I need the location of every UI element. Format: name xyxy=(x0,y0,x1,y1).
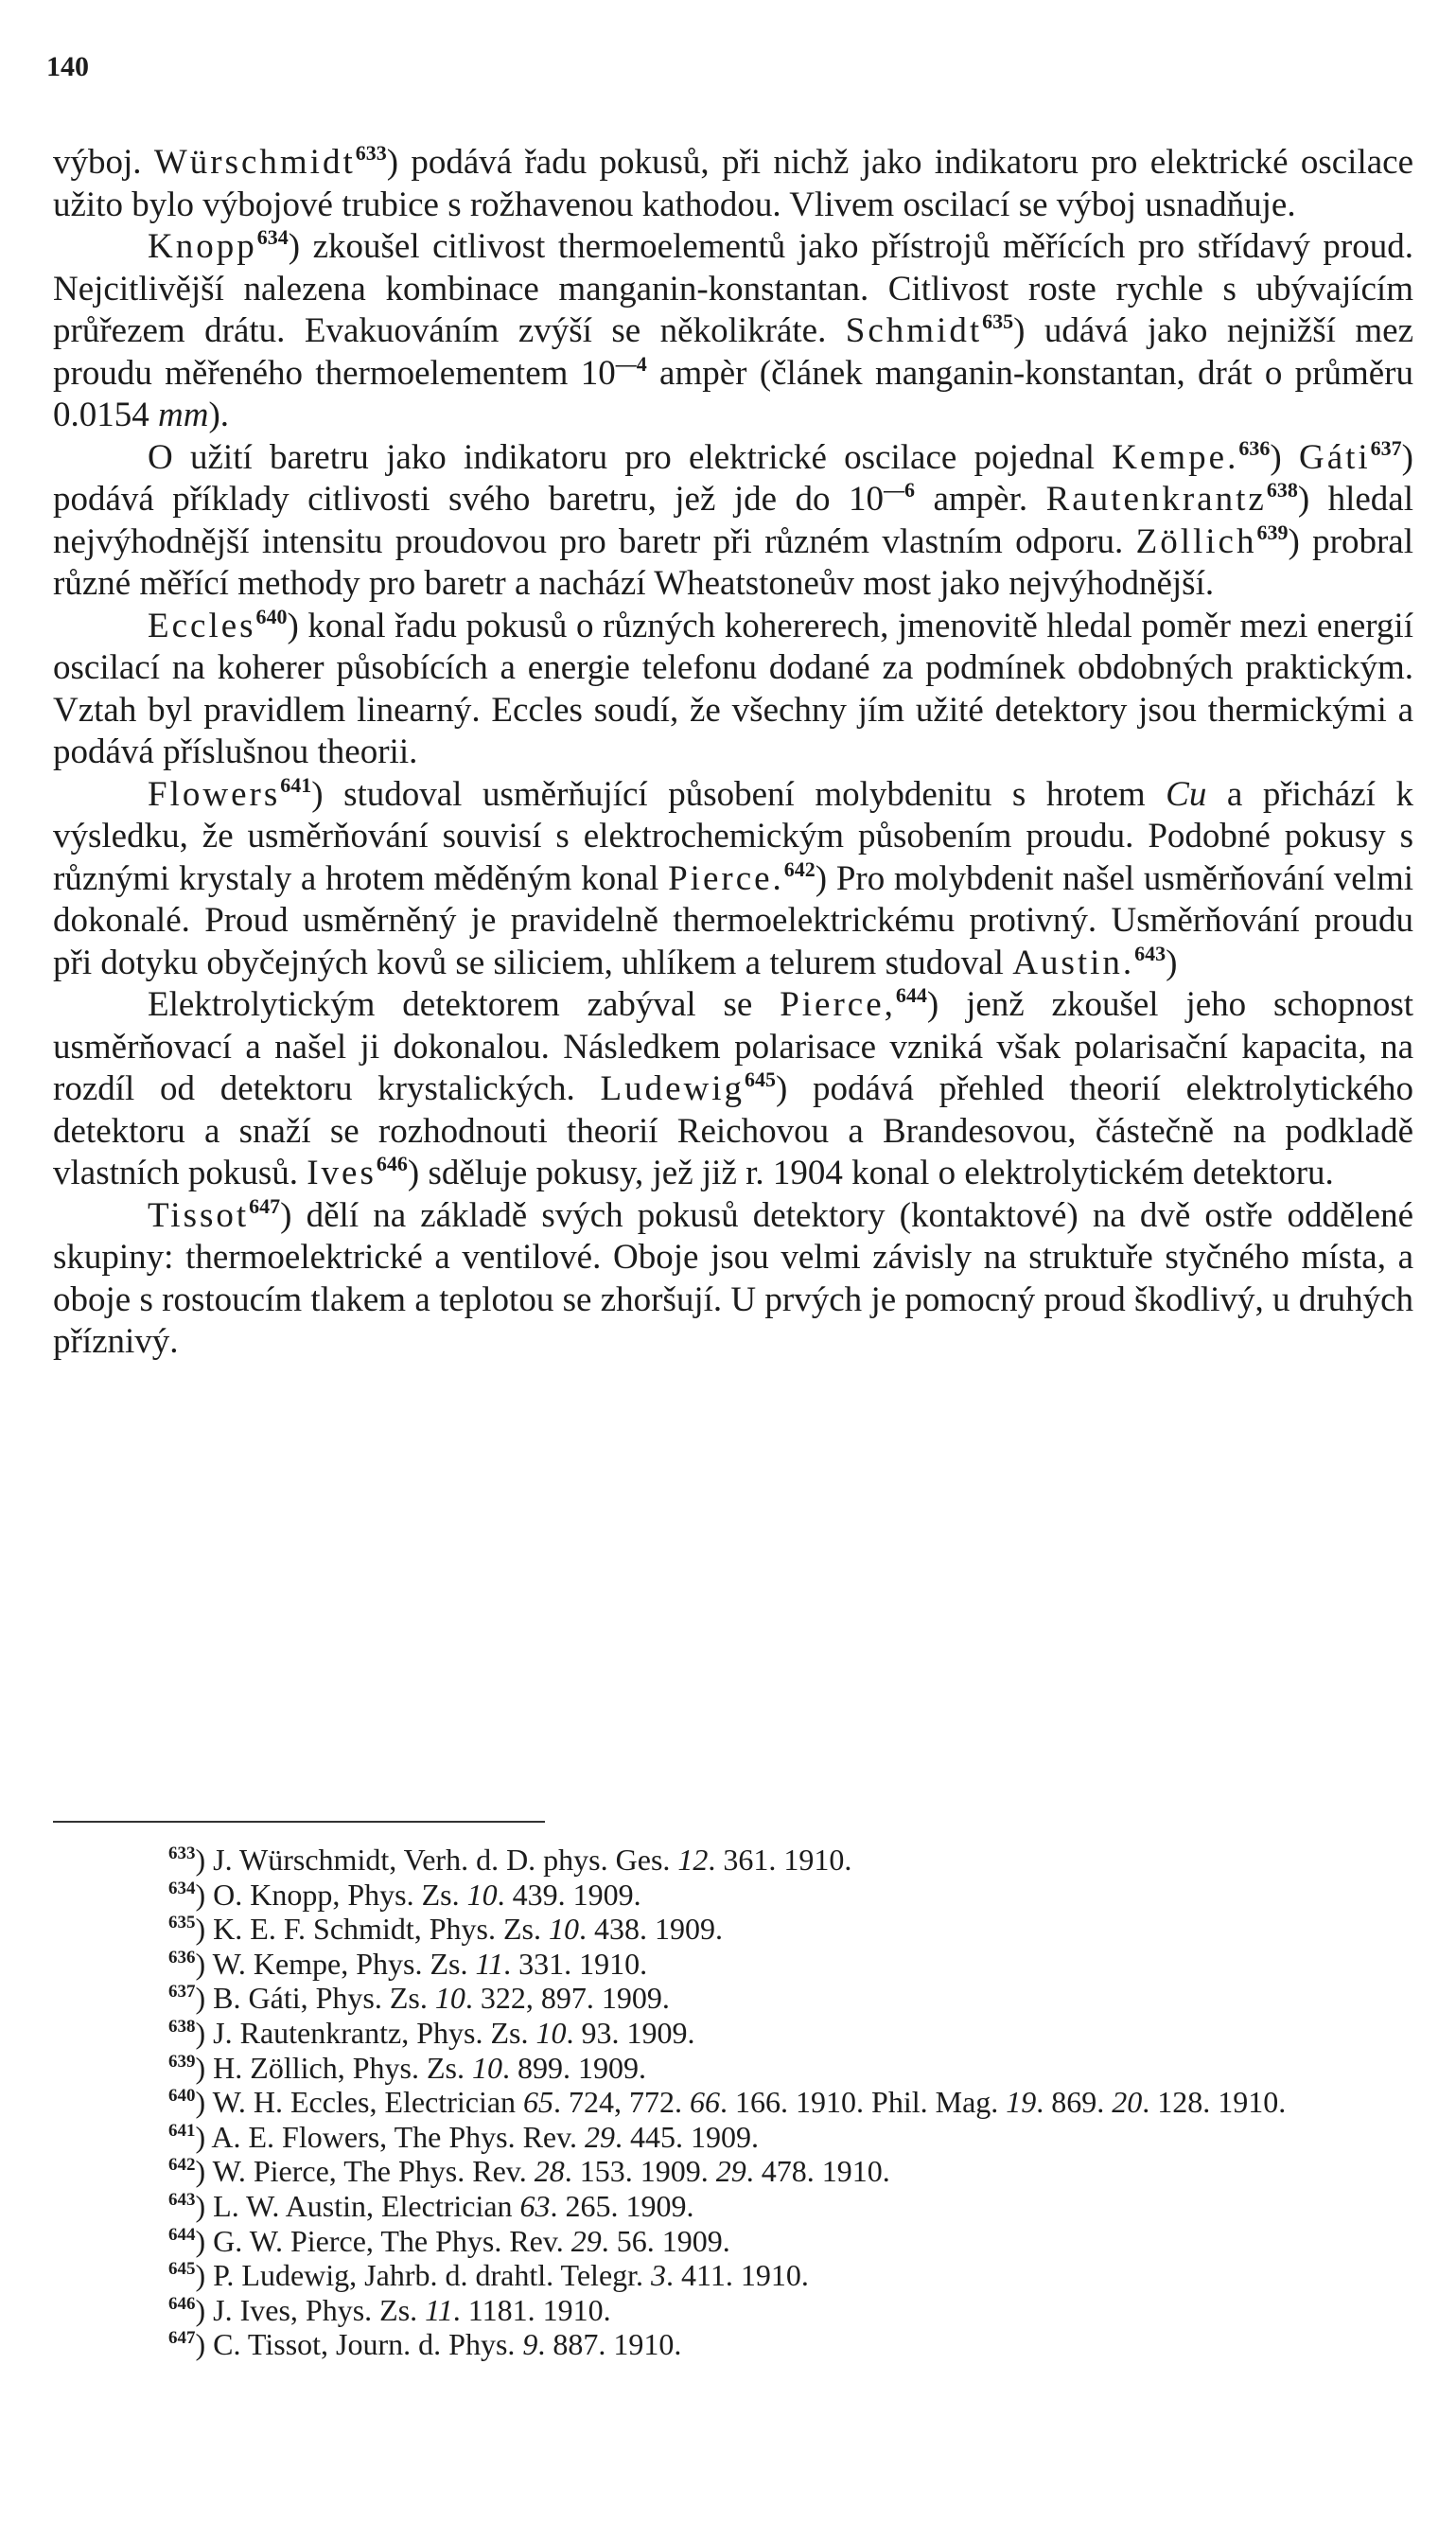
author-name: Ludewig xyxy=(600,1069,746,1108)
text-run: ) P. Ludewig, Jahrb. d. drahtl. Telegr. xyxy=(195,2258,652,2293)
author-name: Austin. xyxy=(1012,943,1135,982)
italic-text: 29 xyxy=(570,2223,602,2258)
footnote xyxy=(53,1878,1413,1913)
paragraph xyxy=(53,984,1413,1195)
footnote-ref: 634 xyxy=(168,1878,196,1898)
footnote xyxy=(53,2258,1413,2293)
footnote-ref: 643 xyxy=(1134,941,1167,965)
text-run: ) B. Gáti, Phys. Zs. xyxy=(195,1981,435,2016)
author-name: Rautenkrantz xyxy=(1045,480,1267,519)
footnote xyxy=(53,1947,1413,1982)
footnote-ref: 644 xyxy=(895,983,927,1007)
text-run: ampèr (článek manganin-konstantan, drát o průměru 0.0154 xyxy=(53,353,1413,434)
author-name: Ives xyxy=(307,1154,377,1192)
italic-text: 10 xyxy=(434,1981,465,2016)
italic-text: 11 xyxy=(475,1946,504,1981)
paragraph xyxy=(53,1195,1413,1364)
text-run: . 128. 1910. xyxy=(1142,2085,1287,2120)
text-run: ) J. Ives, Phys. Zs. xyxy=(195,2292,426,2327)
italic-text: 29 xyxy=(585,2119,616,2154)
footnote xyxy=(53,1912,1413,1947)
footnote-ref: 636 xyxy=(1238,435,1271,460)
footnote xyxy=(53,2327,1413,2362)
footnote-ref: 643 xyxy=(168,2189,196,2210)
footnote-ref: 647 xyxy=(249,1193,281,1218)
footnote-ref: 633 xyxy=(355,141,387,165)
text-run: ) W. Pierce, The Phys. Rev. xyxy=(195,2154,535,2189)
text-run: ) xyxy=(1270,437,1299,477)
footnote-ref: —4 xyxy=(615,351,647,376)
footnote-ref: 642 xyxy=(168,2155,196,2176)
paragraph xyxy=(53,437,1413,606)
text-run: ) H. Zöllich, Phys. Zs. xyxy=(195,2050,472,2085)
footnote-ref: 638 xyxy=(168,2016,196,2037)
text-run: . 411. 1910. xyxy=(666,2258,809,2293)
text-run: ) W. Kempe, Phys. Zs. xyxy=(195,1946,476,1981)
author-name: Tissot xyxy=(148,1195,250,1235)
text-run: výboj. xyxy=(53,143,154,182)
footnote-ref: 638 xyxy=(1266,478,1298,502)
italic-text: 10 xyxy=(535,2015,567,2050)
paragraph xyxy=(53,774,1413,985)
footnote-ref: 640 xyxy=(255,604,288,628)
text-run: Elektrolytickým detektorem zabýval se xyxy=(148,985,781,1024)
footnote xyxy=(53,2120,1413,2155)
italic-text: 9 xyxy=(522,2327,538,2362)
footnote-ref: 645 xyxy=(168,2259,196,2280)
footnote xyxy=(53,1981,1413,2016)
body-text xyxy=(53,142,1413,1364)
italic-text: 65 xyxy=(523,2085,554,2120)
text-run: . 438. 1909. xyxy=(578,1912,723,1947)
author-name: Flowers xyxy=(148,774,281,814)
text-run: ) J. Würschmidt, Verh. d. D. phys. Ges. xyxy=(195,1843,678,1877)
text-run: ) probral různé měřící methody pro baretr a nachází Wheatstoneův most jako nejvýhodnější. xyxy=(53,521,1413,603)
footnote xyxy=(53,2154,1413,2189)
text-run: ) podává přehled theorií elektrolytického detektoru a snaží se rozhodnouti theorií Reichovou a Brandesovou, částečně na podkladě vlastních pokusů. xyxy=(53,1069,1413,1192)
footnote-ref: —6 xyxy=(883,478,915,502)
footnote-ref: 634 xyxy=(256,225,289,249)
text-run: ) hledal nejvýhodnější intensitu proudovou pro baretr při různém vlastním odporu. xyxy=(53,480,1413,561)
italic-text: 11 xyxy=(425,2292,453,2327)
italic-text: 28 xyxy=(534,2154,565,2189)
author-name: Würschmidt xyxy=(153,143,356,182)
author-name: Pierce. xyxy=(668,858,784,898)
page-number: 140 xyxy=(46,51,89,82)
text-run: . 478. 1910. xyxy=(746,2154,890,2189)
italic-text: 12 xyxy=(677,1843,709,1877)
text-run: ) G. W. Pierce, The Phys. Rev. xyxy=(195,2223,571,2258)
text-run: ampèr. xyxy=(914,480,1046,519)
text-run: . 445. 1909. xyxy=(615,2119,760,2154)
text-run: ) W. H. Eccles, Electrician xyxy=(195,2085,524,2120)
text-run: a přichází k výsledku, že usměrňování souvisí s elektrochemickým působením proudu. Podobné pokusy s různými krystaly a hrotem měděným konal xyxy=(53,774,1413,898)
text-run: . 166. 1910. Phil. Mag. xyxy=(720,2085,1007,2120)
text-run: . 869. xyxy=(1036,2085,1113,2120)
text-run: . 265. 1909. xyxy=(550,2188,694,2223)
text-run: ) A. E. Flowers, The Phys. Rev. xyxy=(195,2119,586,2154)
text-run: . 887. 1910. xyxy=(537,2327,682,2362)
text-run: ) konal řadu pokusů o různých kohererech, jmenovitě hledal poměr mezi energií oscilací na koherer působících a energie telefonu dodané za podmínek obdobných praktickým. Vztah byl pravidlem linearný. Eccles soudí, že všechny jím užité detektory jsou thermickými a podává příslušnou theorii. xyxy=(53,606,1413,771)
footnote xyxy=(53,2189,1413,2224)
text-run: ) podává řadu pokusů, při nichž jako indikatoru pro elektrické oscilace užito bylo výbojové trubice s rožhavenou kathodou. Vlivem oscilací se výboj usnadňuje. xyxy=(53,143,1414,224)
footnote-ref: 646 xyxy=(168,2293,196,2314)
footnote-ref: 636 xyxy=(168,1947,196,1967)
paragraph xyxy=(53,226,1413,437)
text-run: ) L. W. Austin, Electrician xyxy=(195,2188,520,2223)
footnote-ref: 642 xyxy=(783,856,816,881)
text-run: ) jenž zkoušel jeho schopnost usměrňovací a našel ji dokonalou. Následkem polarisace vzniká však polarisační kapacita, na rozdíl od detektoru krystalických. xyxy=(53,985,1413,1108)
footnote-ref: 641 xyxy=(280,772,312,797)
footnote-ref: 639 xyxy=(168,2051,196,2072)
text-run: ) xyxy=(1166,943,1178,982)
footnote xyxy=(53,2016,1413,2051)
text-run: ) Pro molybdenit našel usměrňování velmi dokonalé. Proud usměrněný je pravidelně thermoelektrickému protivný. Usměrňování proudu při dotyku obyčejných kovů se siliciem, uhlíkem a telurem studoval xyxy=(53,858,1414,982)
text-run: ) K. E. F. Schmidt, Phys. Zs. xyxy=(195,1912,549,1947)
footnote-ref: 637 xyxy=(168,1982,196,2003)
italic-text: 10 xyxy=(471,2050,502,2085)
text-run: . 1181. 1910. xyxy=(452,2292,611,2327)
text-run: . 361. 1910. xyxy=(708,1843,852,1877)
italic-text: 19 xyxy=(1006,2085,1037,2120)
footnote-divider xyxy=(53,1821,545,1823)
italic-text: 10 xyxy=(466,1877,498,1912)
author-name: Schmidt xyxy=(845,311,983,350)
text-run: ). xyxy=(208,396,230,434)
footnote xyxy=(53,2085,1413,2120)
text-run: ) podává příklady citlivosti svého baretru, jež jde do 10 xyxy=(53,437,1413,519)
footnote-ref: 644 xyxy=(168,2224,196,2245)
text-run: . 153. 1909. xyxy=(564,2154,716,2189)
text-run: . 439. 1909. xyxy=(497,1877,641,1912)
author-name: Knopp xyxy=(148,227,257,266)
italic-text: 66 xyxy=(690,2085,721,2120)
footnote-ref: 641 xyxy=(168,2120,196,2141)
footnote-ref: 635 xyxy=(168,1913,196,1933)
author-name: Eccles xyxy=(148,606,256,645)
text-run: . 331. 1910. xyxy=(503,1946,648,1981)
italic-text: 3 xyxy=(651,2258,667,2293)
text-run: ) O. Knopp, Phys. Zs. xyxy=(195,1877,467,1912)
italic-text: Cu xyxy=(1166,774,1207,814)
footnote xyxy=(53,1843,1413,1878)
footnote xyxy=(53,2293,1413,2328)
author-name: Pierce, xyxy=(780,985,896,1024)
paragraph xyxy=(53,142,1413,226)
paragraph xyxy=(53,606,1413,774)
italic-text: 10 xyxy=(548,1912,579,1947)
author-name: Zöllich xyxy=(1135,521,1257,561)
footnote-ref: 635 xyxy=(982,309,1014,333)
italic-text: 20 xyxy=(1112,2085,1143,2120)
text-run: O užití baretru jako indikatoru pro elektrické oscilace pojednal xyxy=(148,437,1113,477)
footnote xyxy=(53,2224,1413,2259)
author-name: Gáti xyxy=(1298,437,1371,477)
footnote-ref: 640 xyxy=(168,2086,196,2107)
text-run: ) udává jako nejnižší mez proudu měřeného thermoelementem 10 xyxy=(53,311,1414,393)
footnote-ref: 639 xyxy=(1256,520,1289,544)
author-name: Kempe. xyxy=(1112,437,1239,477)
text-run: ) C. Tissot, Journ. d. Phys. xyxy=(195,2327,523,2362)
text-run: ) J. Rautenkrantz, Phys. Zs. xyxy=(195,2015,536,2050)
italic-text: mm xyxy=(158,396,209,434)
footnote-ref: 633 xyxy=(168,1844,196,1863)
italic-text: 29 xyxy=(715,2154,746,2189)
footnote xyxy=(53,2051,1413,2086)
footnote-ref: 645 xyxy=(745,1067,777,1091)
text-run: . 724, 772. xyxy=(553,2085,691,2120)
text-run: ) zkoušel citlivost thermoelementů jako přístrojů měřících pro střídavý proud. Nejcitlivější nalezena kombinace manganin-konstantan. Citlivost roste rychle s ubývajícím průřezem drátu. Evakuováním zvýší se několikráte. xyxy=(53,227,1413,350)
text-run: ) studoval usměrňující působení molybdenitu s hrotem xyxy=(311,774,1167,814)
text-run: . 899. 1909. xyxy=(501,2050,646,2085)
text-run: ) sděluje pokusy, jež již r. 1904 konal o elektrolytickém detektoru. xyxy=(407,1154,1334,1192)
footnote-ref: 646 xyxy=(376,1152,408,1175)
footnote-ref: 637 xyxy=(1370,435,1402,460)
text-run: . 322, 897. 1909. xyxy=(465,1981,670,2016)
text-run: . 93. 1909. xyxy=(566,2015,695,2050)
footnotes xyxy=(53,1843,1413,2362)
italic-text: 63 xyxy=(519,2188,551,2223)
footnote-ref: 647 xyxy=(168,2328,196,2349)
text-run: . 56. 1909. xyxy=(601,2223,730,2258)
text-run: ) dělí na základě svých pokusů detektory (kontaktové) na dvě ostře oddělené skupiny: thermoelektrické a ventilové. Oboje jsou velmi závisly na struktuře styčného místa, a oboje s rostoucím tlakem a teplotou se zhoršují. U prvých je pomocný proud škodlivý, u druhých příznivý. xyxy=(53,1195,1413,1361)
